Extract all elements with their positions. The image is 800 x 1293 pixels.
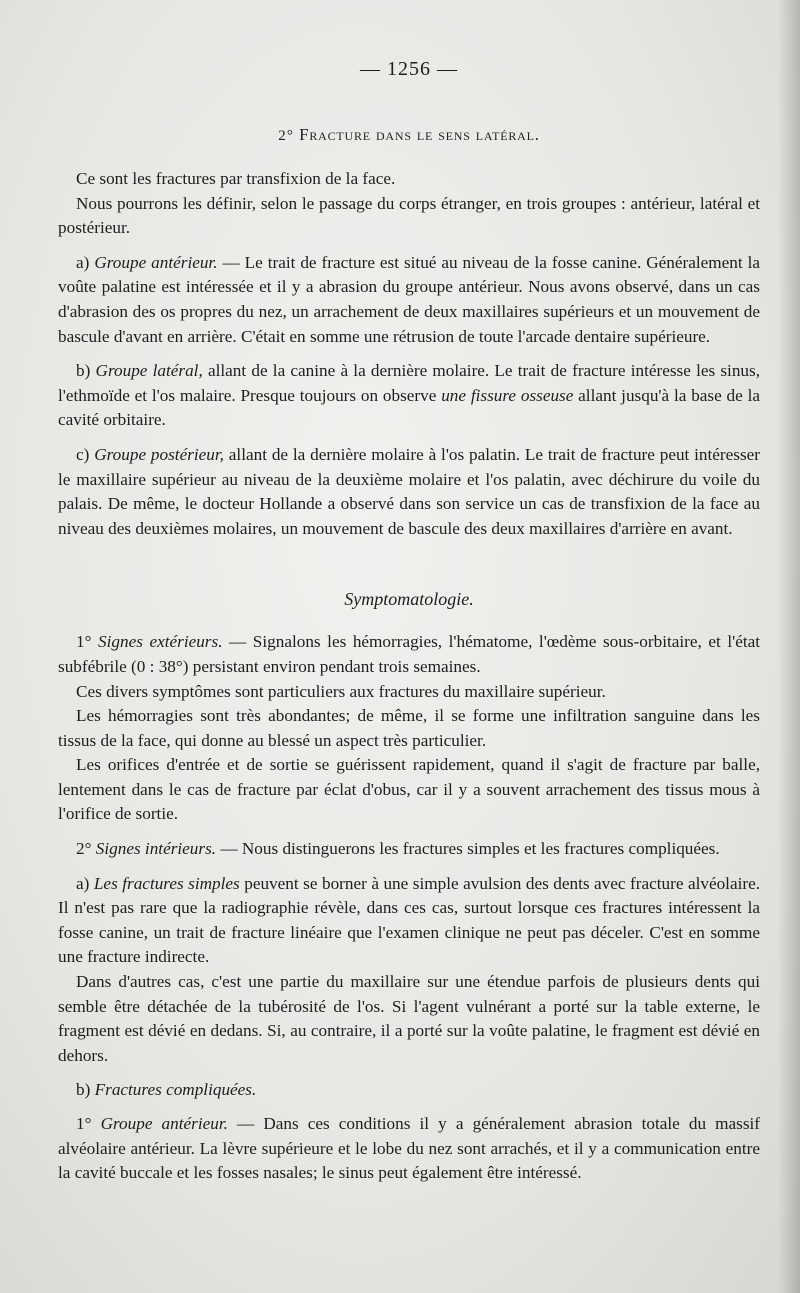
section-title <box>58 125 760 145</box>
paragraph-text: peuvent se borner à une simple avulsion des dents avec fracture alvéolaire. Il n'est pas rare que la radiographie révèle, dans ces cas, surtout lorsque ces fractures intéressent la fosse canine, un trait de fracture linéaire que l'examen clinique ne peut pas déceler. C'est en somme une fracture indirecte. <box>58 873 761 967</box>
paragraph-heading: Les fractures simples <box>93 873 240 893</box>
paragraph-signes-interieurs <box>58 837 760 862</box>
paragraph-groupe-posterieur <box>58 443 760 541</box>
paragraph: Les hémorragies sont très abondantes; de même, il se forme une infiltration sanguine dans les tissus de la face, qui donne au blessé un aspect très particulier. <box>58 706 760 750</box>
paragraph: Dans d'autres cas, c'est une partie du maxillaire sur une étendue parfois de plusieurs dents qui semble être détachée de la tubérosité de l'os. Si l'agent vulnérant a porté sur la table externe, le fragment est dévié en dedans. Si, au contraire, il a porté sur la voûte palatine, le fragment est dévié en dehors. <box>58 972 760 1065</box>
emphasis: une fissure osseuse <box>441 385 574 405</box>
subsection-title: Symptomatologie. <box>344 589 474 610</box>
paragraph: Ce sont les fractures par transfixion de la face. <box>76 169 396 188</box>
paragraph-signes-exterieurs <box>58 630 760 679</box>
page-number: — 1256 — <box>360 58 458 80</box>
paragraph-heading: Fractures compliquées. <box>94 1080 257 1100</box>
paragraph-groupe-anterieur <box>58 251 760 349</box>
section-title-text: Fracture dans le sens latéral. <box>299 125 540 144</box>
list-label: a) <box>76 873 90 893</box>
list-label: 2° <box>76 839 92 859</box>
paragraph-heading: Groupe antérieur. <box>94 252 218 272</box>
paragraph-heading: Groupe latéral, <box>95 361 203 381</box>
section-number: 2° <box>278 128 295 144</box>
page-edge-shadow <box>778 0 800 1293</box>
paragraph-text: allant de la dernière molaire à l'os palatin. Le trait de fracture peut intéresser le maxillaire supérieur au niveau de la deuxième molaire et l'os palatin, avec déchirure du voile du palais. De même, le docteur Hollande a observé dans son service un cas de transfixion de la face au niveau des deuxièmes molaires, un mouvement de bascule des deux maxillaires d'arrière en avant. <box>58 444 761 538</box>
paragraph-groupe-lateral <box>58 359 760 433</box>
paragraph-text: allant jusqu'à la base de la cavité orbitaire. <box>58 385 761 430</box>
paragraph-heading: Signes extérieurs. <box>98 632 223 652</box>
list-label: 1° <box>76 632 92 652</box>
paragraph: Les orifices d'entrée et de sortie se guérissent rapidement, quand il s'agit de fracture par balle, lentement dans le cas de fracture par éclat d'obus, car il y a souvent arrachement des tissus mous à l'orifice de sortie. <box>58 755 760 824</box>
paragraph-groupe-anterieur-complique <box>58 1112 760 1186</box>
paragraph-text: allant de la canine à la dernière molaire. Le trait de fracture intéresse les sinus, l'ethmoïde et l'os malaire. Presque toujours on observe <box>58 361 761 405</box>
paragraph-fractures-simples <box>58 872 760 970</box>
paragraph-heading: Groupe antérieur. <box>100 1114 228 1133</box>
paragraph: Nous pourrons les définir, selon le passage du corps étranger, en trois groupes : antérieur, latéral et postérieur. <box>58 193 760 238</box>
list-label: b) <box>76 361 91 381</box>
paragraph: Ces divers symptômes sont particuliers aux fractures du maxillaire supérieur. <box>76 681 606 701</box>
list-label: b) <box>76 1080 91 1100</box>
paragraph-text: — Dans ces conditions il y a généralement abrasion totale du massif alvéolaire antérieur. La lèvre supérieure et le lobe du nez sont arrachés, et il y a communication entre la cavité buccale et les fosses nasales; le sinus peut également être intéressé. <box>58 1114 761 1183</box>
paragraph-text: — Nous distinguerons les fractures simples et les fractures compliquées. <box>216 839 720 859</box>
paragraph-text: — Signalons les hémorragies, l'hématome, l'œdème sous-orbitaire, et l'état subfébrile (0 : 38°) persistant environ pendant trois semaines. <box>58 632 760 676</box>
paragraph-heading: Groupe postérieur, <box>94 444 224 464</box>
list-label: c) <box>76 444 90 464</box>
paragraph-heading: Signes intérieurs. <box>95 839 217 859</box>
paragraph-fractures-compliquees <box>58 1078 760 1103</box>
list-label: 1° <box>76 1114 92 1133</box>
paragraph-text: — Le trait de fracture est situé au niveau de la fosse canine. Généralement la voûte palatine est intéressée et il y a abrasion du groupe antérieur. Nous avons observé, dans un cas d'abrasion des os propres du nez, un arrachement de deux maxillaires supérieurs et un mouvement de bascule d'avant en arrière. C'était en somme une rétrusion de toute l'arcade dentaire supérieure. <box>58 252 760 346</box>
list-label: a) <box>76 252 90 272</box>
